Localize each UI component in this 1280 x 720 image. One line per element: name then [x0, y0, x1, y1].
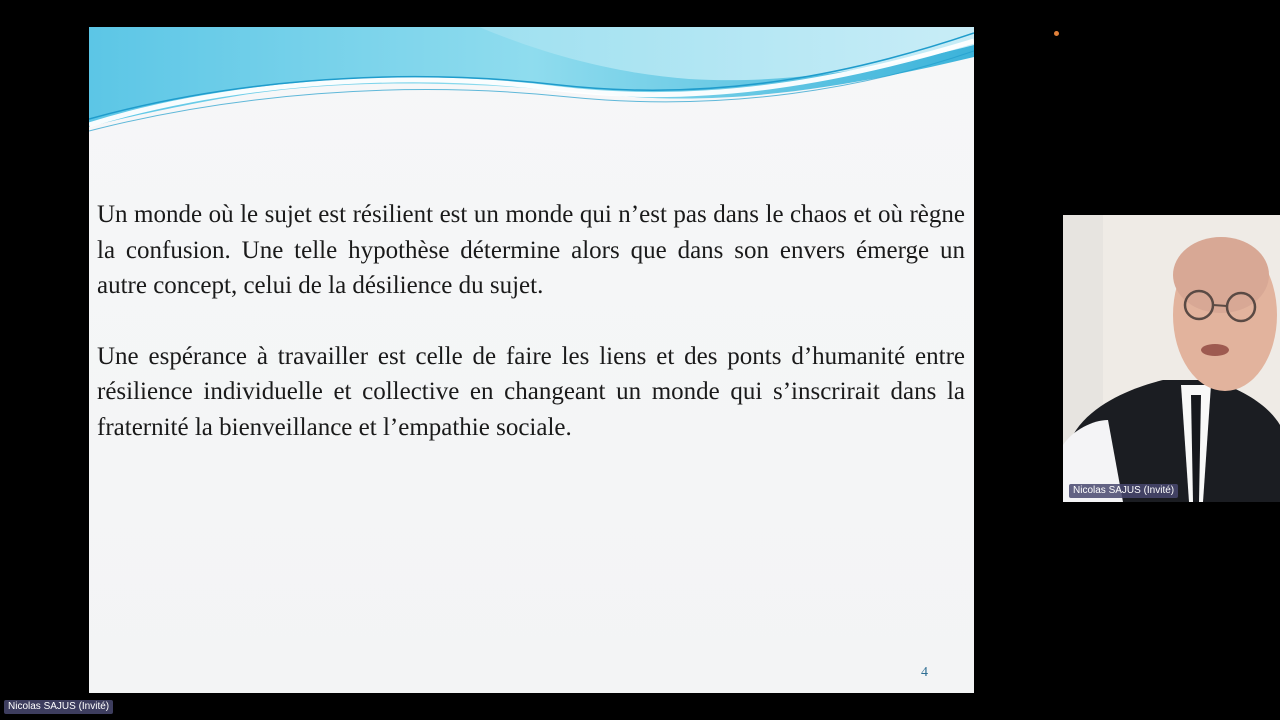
presenter-name-label: Nicolas SAJUS (Invité) — [4, 700, 113, 714]
slide-paragraph-2: Une espérance à travailler est celle de faire les liens et des ponts d’humanité entre résilience individuelle et collective en changeant un monde qui s’inscrirait dans la fraternité la bienveillance et l’empathie sociale. — [97, 342, 965, 441]
slide-wave-header — [89, 27, 974, 137]
slide-paragraph-1: Un monde où le sujet est résilient est un monde qui n’est pas dans le chaos et où règne la confusion. Une telle hypothèse détermine alors que dans son envers émerge un autre concept, celui de la désilience du sujet. — [97, 201, 965, 299]
shared-slide — [89, 27, 974, 693]
slide-page-number: 4 — [921, 665, 928, 680]
slide-body — [97, 197, 965, 445]
participant-video-icon — [1063, 215, 1280, 502]
participant-name-label: Nicolas SAJUS (Invité) — [1069, 484, 1178, 498]
participant-video-tile[interactable] — [1063, 215, 1280, 502]
status-dot-icon — [1054, 31, 1059, 36]
